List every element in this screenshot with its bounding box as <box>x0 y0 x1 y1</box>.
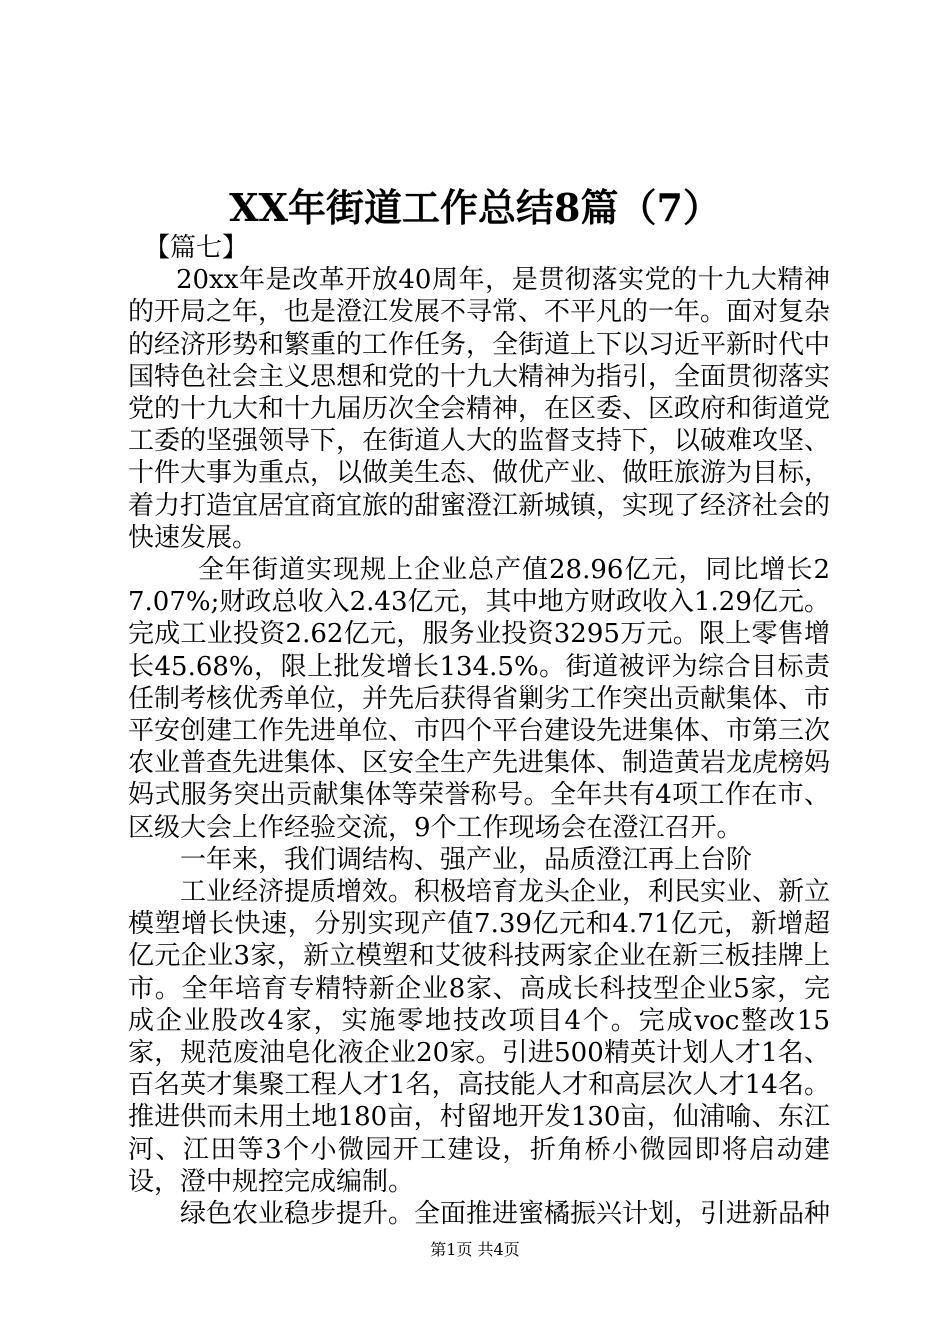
paragraph: 工业经济提质增效。积极培育龙头企业，利民实业、新立模塑增长快速，分别实现产值7.39亿元和4.71亿元，新增超亿元企业3家，新立模塑和艾彼科技两家企业在新三板挂牌上市。全年培育专精特新企业8家、高成长科技型企业5家，完成企业股改4家，实施零地技改项目4个。完成voc整改15家，规范废油皂化液企业20家。引进500精英计划人才1名、百名英才集聚工程人才1名，高技能人才和高层次人才14名。推进供而未用土地180亩，村留地开发130亩，仙浦喻、东江河、江田等3个小微园开工建设，折角桥小微园即将启动建设，澄中规控完成编制。 <box>128 877 831 1197</box>
document-body <box>128 232 830 1230</box>
paragraph: 20xx年是改革开放40周年，是贯彻落实党的十九大精神的开局之年，也是澄江发展不寻常、不平凡的一年。面对复杂的经济形势和繁重的工作任务，全街道上下以习近平新时代中国特色社会主义思想和党的十九大精神为指引，全面贯彻落实党的十九大和十九届历次全会精神，在区委、区政府和街道党工委的坚强领导下，在街道人大的监督支持下，以破难攻坚、十件大事为重点，以做美生态、做优产业、做旺旅游为目标，着力打造宜居宜商宜旅的甜蜜澄江新城镇，实现了经济社会的快速发展。 <box>128 265 831 553</box>
document-title: XX年街道工作总结8篇（7） <box>229 185 721 230</box>
paragraph: 全年街道实现规上企业总产值28.96亿元，同比增长27.07%;财政总收入2.43亿元，其中地方财政收入1.29亿元。完成工业投资2.62亿元，服务业投资3295万元。限上零售增长45.68%，限上批发增长134.5%。街道被评为综合目标责任制考核优秀单位，并先后获得省剿劣工作突出贡献集体、市平安创建工作先进单位、市四个平台建设先进集体、市第三次农业普查先进集体、区安全生产先进集体、制造黄岩龙虎榜妈妈式服务突出贡献集体等荣誉称号。全年共有4项工作在市、区级大会上作经验交流，9个工作现场会在澄江召开。 <box>128 555 831 843</box>
paragraph: 绿色农业稳步提升。全面推进蜜橘振兴计划，引进新品种 <box>180 1199 831 1230</box>
page-footer: 第1页 共4页 <box>430 1240 520 1259</box>
section-label: 【篇七】 <box>144 233 249 263</box>
paragraph: 一年来，我们调结构、强产业，品质澄江再上台阶 <box>180 844 753 875</box>
